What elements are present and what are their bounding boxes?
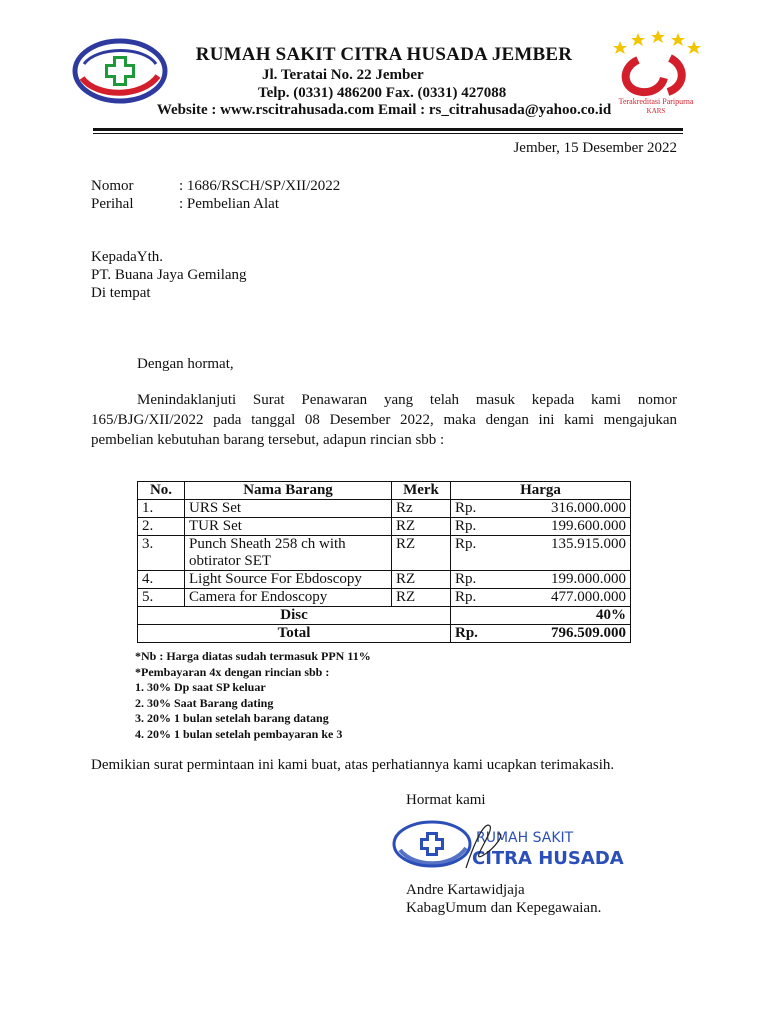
disc-row	[138, 607, 631, 625]
recipient-line-1: KepadaYth.	[91, 249, 164, 265]
accreditation-kars: KARS	[646, 107, 666, 115]
disc-value: 40%	[451, 607, 631, 625]
note-payment-item: 2. 30% Saat Barang dating	[135, 695, 274, 710]
note-payment-title: *Pembayaran 4x dengan rincian sbb :	[135, 664, 330, 679]
recipient-line-3: Di tempat	[91, 285, 151, 301]
row-merk: RZ	[392, 571, 451, 589]
signer-position: KabagUmum dan Kepegawaian.	[406, 900, 602, 916]
header-rule-thin	[93, 133, 683, 134]
stamp-line-1: RUMAH SAKIT	[476, 830, 574, 846]
row-merk: RZ	[392, 589, 451, 607]
row-name: Light Source For Ebdoscopy	[185, 571, 392, 589]
header-harga: Harga	[451, 482, 631, 500]
row-no: 5.	[138, 589, 185, 607]
signer-name: Andre Kartawidjaja	[406, 882, 525, 898]
letter-date: Jember, 15 Desember 2022	[513, 140, 677, 156]
nomor-label: Nomor	[91, 178, 134, 194]
row-merk: RZ	[392, 518, 451, 536]
greeting: Dengan hormat,	[137, 356, 234, 372]
row-name: URS Set	[185, 500, 392, 518]
total-label: Total	[138, 625, 451, 643]
row-name: Camera for Endoscopy	[185, 589, 392, 607]
perihal-value: : Pembelian Alat	[179, 196, 279, 212]
row-no: 3.	[138, 536, 185, 571]
header-rule-thick	[93, 128, 683, 131]
total-value: 796.509.000	[539, 625, 631, 643]
row-amount: 199.000.000	[539, 571, 631, 589]
total-row	[138, 625, 631, 643]
header-name: Nama Barang	[185, 482, 392, 500]
payment-notes	[135, 649, 371, 742]
note-ppn: *Nb : Harga diatas sudah termasuk PPN 11%	[135, 649, 371, 663]
row-rp: Rp.	[451, 571, 540, 589]
closing-text: Demikian surat permintaan ini kami buat, atas perhatiannya kami ucapkan terimakasih.	[91, 757, 615, 773]
row-no: 2.	[138, 518, 185, 536]
perihal-label: Perihal	[91, 196, 134, 212]
total-rp: Rp.	[451, 625, 540, 643]
hospital-website-email: Website : www.rscitrahusada.com Email : rs_citrahusada@yahoo.co.id	[156, 102, 612, 118]
row-merk: Rz	[392, 500, 451, 518]
table-row	[138, 571, 631, 589]
hormat-kami: Hormat kami	[406, 792, 486, 808]
row-rp: Rp.	[451, 500, 540, 518]
row-rp: Rp.	[451, 518, 540, 536]
table-row	[138, 518, 631, 536]
row-merk: RZ	[392, 536, 451, 571]
table-row	[138, 589, 631, 607]
row-name: Punch Sheath 258 ch with obtirator SET	[185, 536, 392, 571]
note-payment-item: 3. 20% 1 bulan setelah barang datang	[135, 711, 329, 725]
row-amount: 135.915.000	[539, 536, 631, 571]
letter-body: Menindaklanjuti Surat Penawaran yang telah masuk kepada kami nomor 165/BJG/XII/2022 pada tanggal 08 Desember 2022, maka dengan ini kami mengajukan pembelian kebutuhan barang tersebut, adapun rincian sbb :	[91, 392, 677, 448]
table-row	[138, 500, 631, 518]
hospital-name: RUMAH SAKIT CITRA HUSADA JEMBER	[195, 44, 573, 65]
nomor-value: : 1686/RSCH/SP/XII/2022	[179, 178, 341, 194]
hospital-stamp	[386, 812, 624, 876]
note-payment-item: 4. 20% 1 bulan setelah pembayaran ke 3	[135, 726, 343, 741]
recipient-line-2: PT. Buana Jaya Gemilang	[91, 267, 247, 283]
row-name: TUR Set	[185, 518, 392, 536]
row-rp: Rp.	[451, 536, 540, 571]
hospital-phone-fax: Telp. (0331) 486200 Fax. (0331) 427088	[258, 85, 507, 101]
items-table	[137, 481, 631, 643]
row-no: 1.	[138, 500, 185, 518]
row-rp: Rp.	[451, 589, 540, 607]
stamp-line-2: CITRA HUSADA	[472, 848, 624, 869]
disc-label: Disc	[138, 607, 451, 625]
header-merk: Merk	[392, 482, 451, 500]
table-header-row	[138, 482, 631, 500]
note-payment-item: 1. 30% Dp saat SP keluar	[135, 680, 266, 694]
row-no: 4.	[138, 571, 185, 589]
table-row	[138, 536, 631, 571]
header-no: No.	[138, 482, 185, 500]
row-amount: 199.600.000	[539, 518, 631, 536]
accreditation-text: Terakreditasi Paripurna	[618, 97, 694, 106]
hospital-address: Jl. Teratai No. 22 Jember	[262, 67, 424, 83]
row-amount: 477.000.000	[539, 589, 631, 607]
accreditation-logo	[608, 30, 704, 116]
row-amount: 316.000.000	[539, 500, 631, 518]
